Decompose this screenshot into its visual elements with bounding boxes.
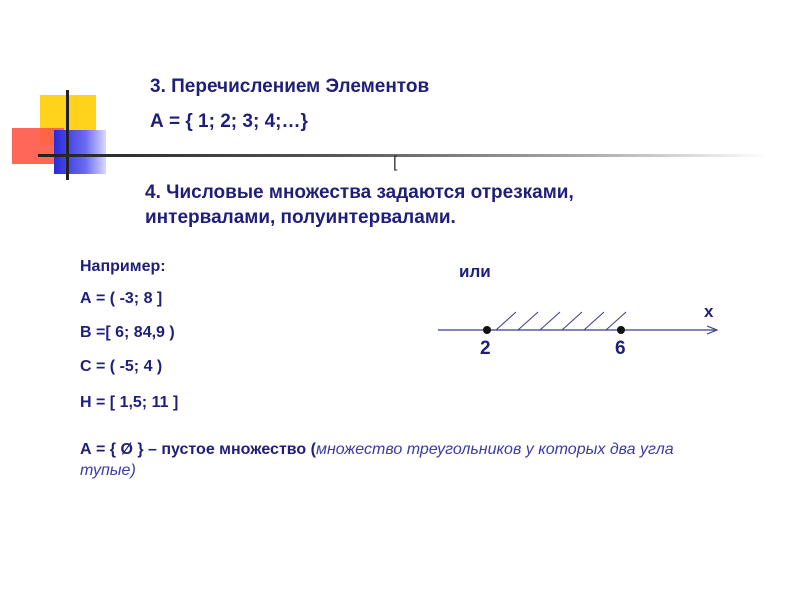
- empty-set-main: А = { Ø } – пустое множество (: [80, 441, 316, 458]
- number-line: [430, 300, 730, 360]
- point-6: [617, 326, 625, 334]
- or-label: или: [459, 262, 491, 281]
- decor-blue-square: [54, 130, 106, 174]
- axis-x-label: x: [704, 302, 714, 321]
- example-line: А = ( -3; 8 ]: [80, 290, 163, 307]
- tick-label-6: 6: [615, 338, 626, 359]
- hatching: [496, 312, 626, 330]
- tick-label-2: 2: [480, 338, 491, 359]
- empty-set-definition: [80, 439, 730, 481]
- example-line: В =[ 6; 84,9 ): [80, 324, 175, 341]
- bracket-mark: [: [393, 154, 398, 171]
- decor-horizontal-line: [38, 154, 768, 157]
- section3-title: 3. Перечислением Элементов: [150, 76, 430, 97]
- point-2: [483, 326, 491, 334]
- section4-title: 4. Числовые множества задаются отрезками, интервалами, полуинтервалами.: [145, 182, 574, 228]
- example-line: Н = [ 1,5; 11 ]: [80, 394, 179, 411]
- example-line: С = ( -5; 4 ): [80, 358, 163, 375]
- example-label: Например:: [80, 258, 166, 275]
- empty-set-note: множество треугольников у которых два угла тупые): [80, 441, 674, 479]
- set-a-enumeration: А = { 1; 2; 3; 4;…}: [150, 111, 308, 132]
- decor-vertical-line: [66, 90, 69, 180]
